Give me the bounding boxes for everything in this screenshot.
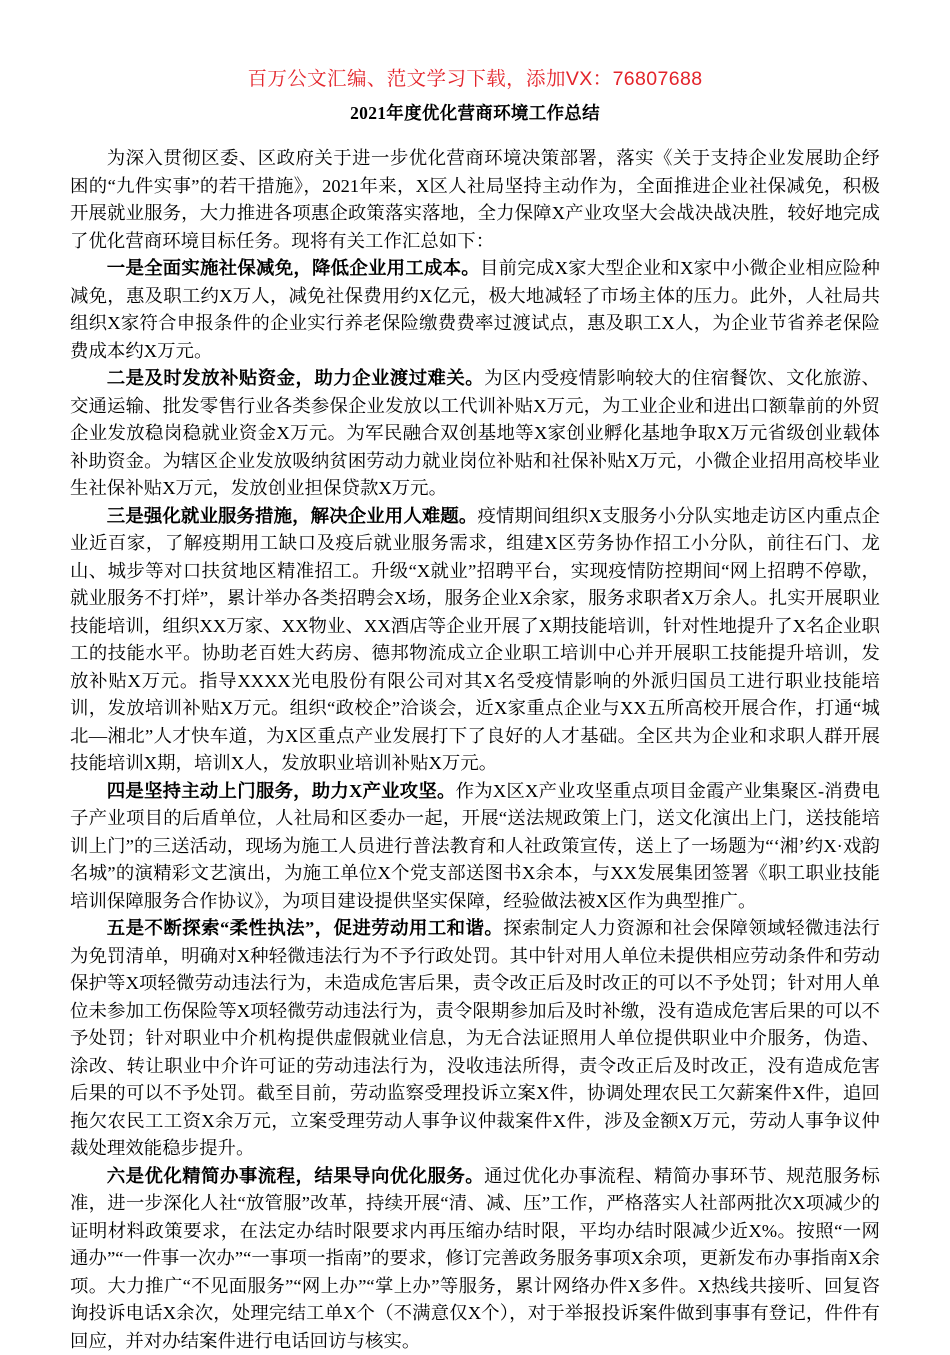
paragraph-item-5 (70, 915, 880, 1163)
paragraph-lead: 四是坚持主动上门服务，助力X产业攻坚。 (107, 781, 456, 801)
paragraph-intro (70, 145, 880, 255)
paragraph-item-6 (70, 1163, 880, 1355)
paragraph-lead: 三是强化就业服务措施，解决企业用人难题。 (107, 506, 478, 526)
paragraph-item-4 (70, 778, 880, 916)
paragraph-lead: 五是不断探索“柔性执法”，促进劳动用工和谐。 (107, 918, 503, 938)
paragraph-body: 目前完成X家大型企业和X家中小微企业相应险种减免，惠及职工约X万人，减免社保费用约X亿元，极大地减轻了市场主体的压力。此外，人社局共组织X家符合申报条件的企业实行养老保险缴费费率过渡试点，惠及职工X人，为企业节省养老保险费成本约X万元。 (70, 258, 880, 361)
paragraph-body: 通过优化办事流程、精简办事环节、规范服务标准，进一步深化人社“放管服”改革，持续开展“清、减、压”工作，严格落实人社部两批次X项减少的证明材料政策要求，在法定办结时限要求内再压缩办结时限，平均办结时限减少近X%。按照“一网通办”“一件事一次办”“一事项一指南”的要求，修订完善政务服务事项X余项，更新发布办事指南X余项。大力推广“不见面服务”“网上办”“掌上办”等服务，累计网络办件X多件。X热线共接听、回复咨询投诉电话X余次，处理完结工单X个（不满意仅X个），对于举报投诉案件做到事事有登记，件件有回应，并对办结案件进行电话回访与核实。 (70, 1166, 880, 1351)
document-body (70, 145, 880, 1355)
paragraph-body: 疫情期间组织X支服务小分队实地走访区内重点企业近百家，了解疫期用工缺口及疫后就业服务需求，组建X区劳务协作招工小分队，前往石门、龙山、城步等对口扶贫地区精准招工。升级“X就业”招聘平台，实现疫情防控期间“网上招聘不停歇，就业服务不打烊”，累计举办各类招聘会X场，服务企业X余家，服务求职者X万余人。扎实开展职业技能培训，组织XX万家、XX物业、XX酒店等企业开展了X期技能培训，针对性地提升了X名企业职工的技能水平。协助老百姓大药房、德邦物流成立企业职工培训中心并开展职工技能提升培训，发放补贴X万元。指导XXXX光电股份有限公司对其X名受疫情影响的外派归国员工进行职业技能培训，发放培训补贴X万元。组织“政校企”洽谈会，近X家重点企业与XX五所高校开展合作，打通“城北—湘北”人才快车道，为X区重点产业发展打下了良好的人才基础。全区共为企业和求职人群开展技能培训X期，培训X人，发放职业培训补贴X万元。 (70, 506, 880, 774)
paragraph-body: 探索制定人力资源和社会保障领域轻微违法行为免罚清单，明确对X种轻微违法行为不予行政处罚。其中针对用人单位未提供相应劳动条件和劳动保护等X项轻微劳动违法行为，未造成危害后果，责令改正后及时改正的可以不予处罚；针对用人单位未参加工伤保险等X项轻微劳动违法行为，责令限期参加后及时补缴，没有造成危害后果的可以不予处罚；针对职业中介机构提供虚假就业信息，为无合法证照用人单位提供职业中介服务，伪造、涂改、转让职业中介许可证的劳动违法行为，没收违法所得，责令改正后及时改正，没有造成危害后果的可以不予处罚。截至目前，劳动监察受理投诉立案X件，协调处理农民工欠薪案件X件，追回拖欠农民工工资X余万元，立案受理劳动人事争议仲裁案件X件，涉及金额X万元，劳动人事争议仲裁处理效能稳步提升。 (70, 918, 880, 1158)
paragraph-item-3 (70, 503, 880, 778)
paragraph-lead: 二是及时发放补贴资金，助力企业渡过难关。 (107, 368, 484, 388)
paragraph-body: 作为X区X产业攻坚重点项目金霞产业集聚区-消费电子产业项目的后盾单位，人社局和区委办一起，开展“送法规政策上门，送文化演出上门，送技能培训上门”的三送活动，现场为施工人员进行普法教育和人社政策宣传，送上了一场题为“‘湘’约X·戏韵名城”的演精彩文艺演出，为施工单位X个党支部送图书X余本，与XX发展集团签署《职工职业技能培训保障服务合作协议》，为项目建设提供坚实保障，经验做法被X区作为典型推广。 (70, 781, 880, 911)
paragraph-lead: 一是全面实施社保减免，降低企业用工成本。 (107, 258, 480, 278)
paragraph-body: 为深入贯彻区委、区政府关于进一步优化营商环境决策部署，落实《关于支持企业发展助企纾困的“九件实事”的若干措施》，2021年来，X区人社局坚持主动作为，全面推进企业社保减免，积极开展就业服务，大力推进各项惠企政策落实落地，全力保障X产业攻坚大会战决战决胜，较好地完成了优化营商环境目标任务。现将有关工作汇总如下： (70, 148, 880, 251)
paragraph-body: 为区内受疫情影响较大的住宿餐饮、文化旅游、交通运输、批发零售行业各类参保企业发放以工代训补贴X万元，为工业企业和进出口额靠前的外贸企业发放稳岗稳就业资金X万元。为军民融合双创基地等X家创业孵化基地争取X万元省级创业载体补助资金。为辖区企业发放吸纳贫困劳动力就业岗位补贴和社保补贴X万元，小微企业招用高校毕业生社保补贴X万元，发放创业担保贷款X万元。 (70, 368, 880, 498)
paragraph-item-2 (70, 365, 880, 503)
paragraph-item-1 (70, 255, 880, 365)
paragraph-lead: 六是优化精简办事流程，结果导向优化服务。 (107, 1166, 484, 1186)
promo-banner-text: 百万公文汇编、范文学习下载，添加VX：76807688 (0, 63, 950, 91)
page-title: 2021年度优化营商环境工作总结 (0, 100, 950, 125)
